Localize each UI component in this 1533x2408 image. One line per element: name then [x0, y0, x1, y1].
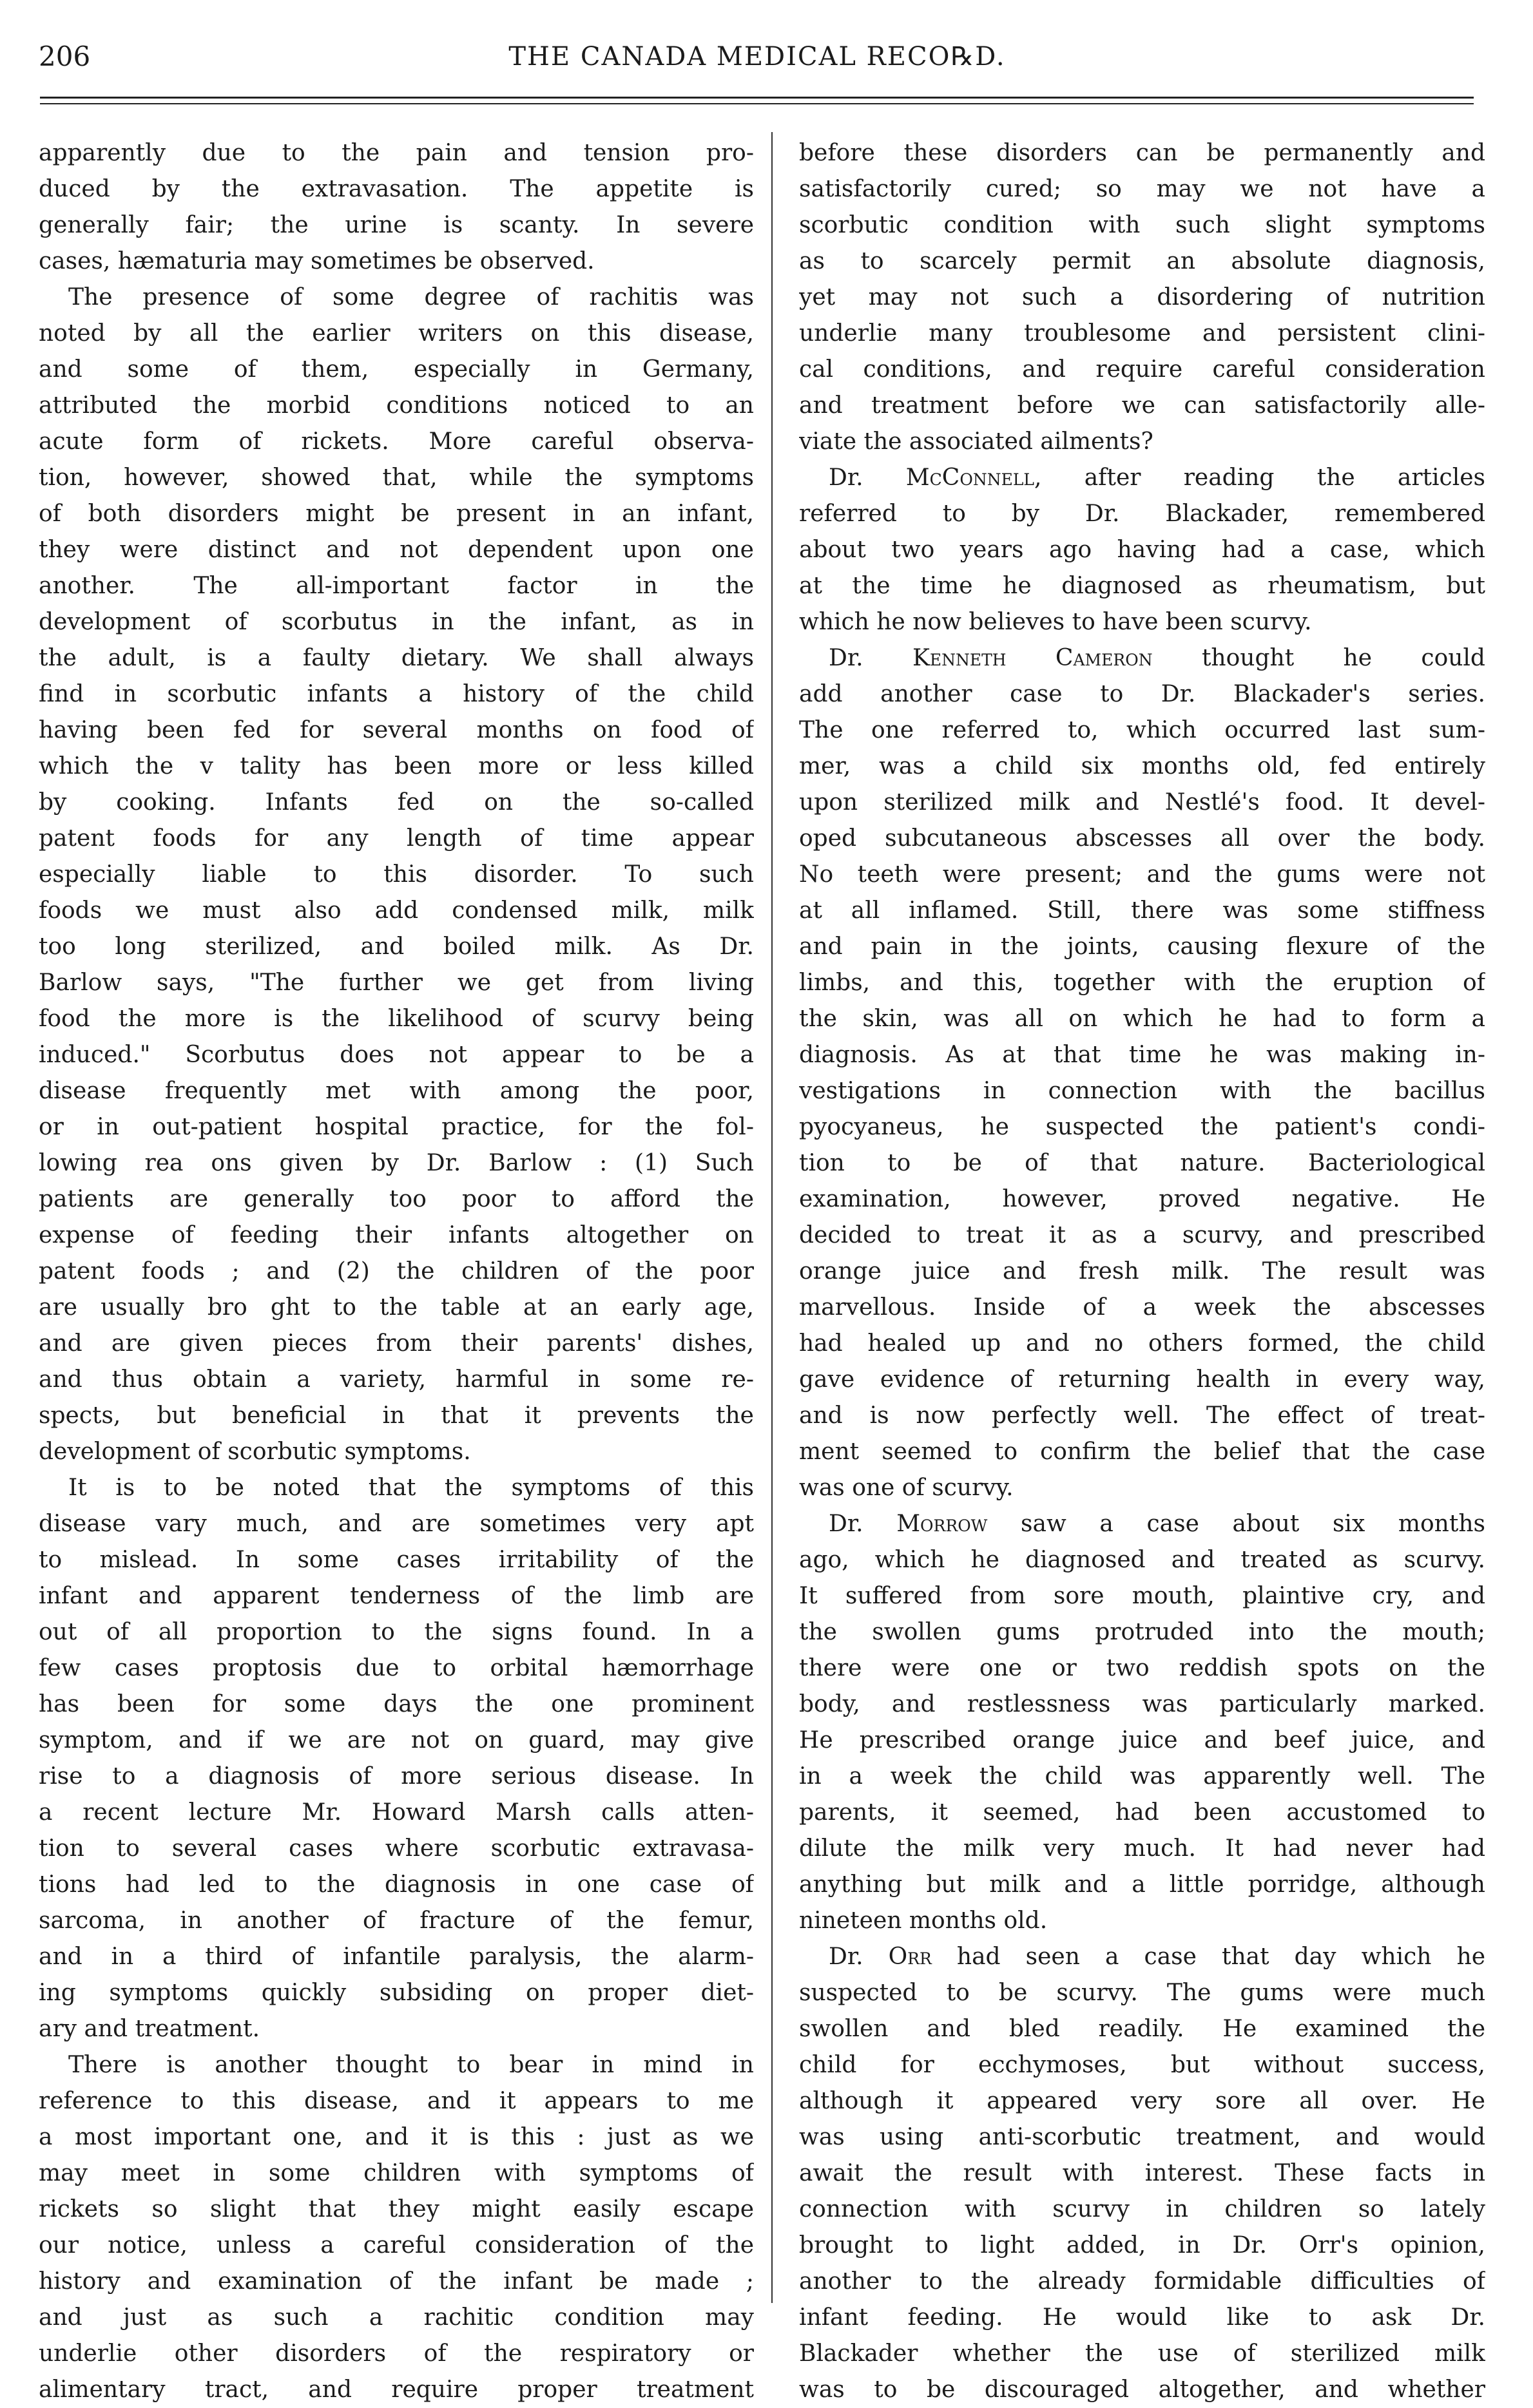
text-segment: nineteen months old. [799, 1907, 1048, 1934]
text-line: It is to be noted that the symptoms of this [68, 1475, 754, 1501]
text-segment: connection with scurvy in children so lately [799, 2196, 1485, 2222]
text-line: tion to several cases where scorbutic extravasa- [39, 1835, 754, 1862]
text-line [799, 460, 1485, 496]
text-segment: about two years ago having had a case, which [799, 537, 1485, 563]
text-segment: The one referred to, which occurred last sum- [799, 717, 1485, 743]
text-line [799, 1434, 1485, 1470]
text-line [799, 1759, 1485, 1795]
text-segment: body, and restlessness was particularly marked. [799, 1691, 1485, 1717]
text-line [799, 1290, 1485, 1326]
text-line: which the v tality has been more or less killed [39, 753, 754, 779]
text-line [799, 280, 1485, 316]
text-line [799, 676, 1485, 712]
text-segment: saw a case about six months [987, 1511, 1485, 1537]
text-line: alimentary tract, and require proper treatment [39, 2376, 754, 2403]
text-line [799, 1073, 1485, 1109]
speaker-name: Kenneth Cameron [912, 645, 1153, 671]
text-segment: limbs, and this, together with the eruption of [799, 970, 1485, 996]
text-line: patients are generally too poor to afford the [39, 1186, 754, 1212]
text-segment: Blackader whether the use of sterilized milk [799, 2340, 1485, 2367]
text-segment: examination, however, proved negative. He [799, 1186, 1485, 1212]
text-line [799, 1218, 1485, 1254]
text-segment: was one of scurvy. [799, 1475, 1014, 1501]
text-segment: referred to by Dr. Blackader, remembered [799, 501, 1485, 527]
text-line: disease vary much, and are sometimes very apt [39, 1511, 754, 1537]
text-line: ing symptoms quickly subsiding on proper diet- [39, 1980, 754, 2006]
text-segment: and is now perfectly well. The effect of treat- [799, 1402, 1485, 1429]
text-line: There is another thought to bear in mind in [68, 2052, 754, 2078]
text-line: underlie other disorders of the respiratory or [39, 2340, 754, 2367]
text-line: spects, but beneficial in that it prevents the [39, 1402, 754, 1429]
text-segment: there were one or two reddish spots on the [799, 1655, 1485, 1681]
text-line [799, 1037, 1485, 1073]
text-segment: in a week the child was apparently well. The [799, 1763, 1485, 1790]
text-line [799, 2011, 1485, 2047]
text-line: a recent lecture Mr. Howard Marsh calls atten- [39, 1799, 754, 1826]
text-line: of both disorders might be present in an infant, [39, 501, 754, 527]
text-line: by cooking. Infants fed on the so-called [39, 789, 754, 816]
text-segment: had healed up and no others formed, the child [799, 1330, 1485, 1357]
text-line [799, 171, 1485, 207]
text-segment: and pain in the joints, causing flexure of the [799, 933, 1485, 960]
speaker-name: McConnell [905, 464, 1035, 491]
text-segment: another to the already formidable difficulties of [799, 2268, 1485, 2295]
text-line [799, 712, 1485, 749]
text-segment: cal conditions, and require careful consideration [799, 356, 1485, 383]
text-line [799, 1145, 1485, 1181]
header-rule-top [40, 97, 1474, 99]
text-line: a most important one, and it is this : just as we [39, 2124, 754, 2150]
text-segment: suspected to be scurvy. The gums were much [799, 1980, 1485, 2006]
text-line [799, 640, 1485, 676]
left-column [39, 135, 754, 2408]
text-line: having been fed for several months on food of [39, 717, 754, 743]
text-segment: add another case to Dr. Blackader's series. [799, 681, 1485, 707]
text-segment: infant feeding. He would like to ask Dr. [799, 2304, 1485, 2331]
text-segment: pyocyaneus, he suspected the patient's condi- [799, 1114, 1485, 1140]
text-line: duced by the extravasation. The appetite is [39, 176, 754, 202]
text-line: food the more is the likelihood of scurvy being [39, 1006, 754, 1032]
text-line: few cases proptosis due to orbital hæmorrhage [39, 1655, 754, 1681]
text-segment: thought he could [1152, 645, 1485, 671]
text-segment: although it appeared very sore all over. He [799, 2088, 1485, 2114]
text-line [799, 244, 1485, 280]
text-line: rickets so slight that they might easily escape [39, 2196, 754, 2222]
text-segment: the swollen gums protruded into the mouth; [799, 1619, 1485, 1645]
text-line [799, 2372, 1485, 2408]
text-line: patent foods for any length of time appear [39, 825, 754, 852]
text-line [799, 207, 1485, 244]
text-line: cases, hæmaturia may sometimes be observed. [39, 248, 595, 274]
text-line: acute form of rickets. More careful observa- [39, 428, 754, 455]
text-segment: , after reading the articles [1034, 464, 1485, 491]
text-line: Barlow says, "The further we get from living [39, 970, 754, 996]
text-line [799, 1001, 1485, 1037]
text-line: find in scorbutic infants a history of the child [39, 681, 754, 707]
text-line: disease frequently met with among the poor, [39, 1078, 754, 1104]
right-column [799, 135, 1485, 2408]
text-segment: gave evidence of returning health in every way, [799, 1366, 1485, 1393]
text-line [799, 1254, 1485, 1290]
text-line [799, 568, 1485, 604]
text-line: expense of feeding their infants altogether on [39, 1222, 754, 1248]
text-line [799, 316, 1485, 352]
text-line: induced." Scorbutus does not appear to be a [39, 1042, 754, 1068]
text-segment: tion to be of that nature. Bacteriological [799, 1150, 1485, 1176]
text-line [799, 1326, 1485, 1362]
text-line [799, 2083, 1485, 2119]
text-segment: was to be discouraged altogether, and whether [799, 2376, 1485, 2403]
text-line: lowing rea ons given by Dr. Barlow : (1) Such [39, 1150, 754, 1176]
text-segment: and treatment before we can satisfactorily alle- [799, 392, 1485, 419]
text-segment: ment seemed to confirm the belief that the case [799, 1438, 1485, 1465]
text-line [799, 604, 1485, 640]
column-divider [771, 132, 773, 2303]
running-head: THE CANADA MEDICAL RECO℞D. [508, 42, 1006, 72]
text-line: may meet in some children with symptoms of [39, 2160, 754, 2186]
text-segment: dilute the milk very much. It had never had [799, 1835, 1485, 1862]
text-line: another. The all-important factor in the [39, 573, 754, 599]
text-line: and thus obtain a variety, harmful in some re- [39, 1366, 754, 1393]
text-segment: brought to light added, in Dr. Orr's opinion, [799, 2232, 1485, 2259]
text-line [799, 1614, 1485, 1650]
text-line [799, 135, 1485, 171]
text-line [799, 1109, 1485, 1145]
text-segment: He prescribed orange juice and beef juice, and [799, 1727, 1485, 1753]
text-segment: mer, was a child six months old, fed entirely [799, 753, 1485, 779]
text-line [799, 1687, 1485, 1723]
text-line: and just as such a rachitic condition may [39, 2304, 754, 2331]
text-segment: at all inflamed. Still, there was some stiffness [799, 897, 1485, 924]
text-segment: which he now believes to have been scurvy. [799, 609, 1312, 635]
text-line: patent foods ; and (2) the children of the poor [39, 1258, 754, 1285]
text-line: attributed the morbid conditions noticed to an [39, 392, 754, 419]
text-line: rise to a diagnosis of more serious disease. In [39, 1763, 754, 1790]
text-segment: had seen a case that day which he [931, 1944, 1485, 1970]
text-line: apparently due to the pain and tension pro- [39, 140, 754, 166]
text-line [799, 2300, 1485, 2336]
text-line [799, 1867, 1485, 1903]
text-segment: decided to treat it as a scurvy, and prescribed [799, 1222, 1485, 1248]
text-line: and some of them, especially in Germany, [39, 356, 754, 383]
text-line [799, 2336, 1485, 2372]
text-segment: viate the associated ailments? [799, 428, 1153, 455]
text-line [799, 1398, 1485, 1434]
text-line [799, 1470, 1485, 1506]
text-line [799, 1181, 1485, 1218]
text-line: history and examination of the infant be made ; [39, 2268, 754, 2295]
text-line [799, 1542, 1485, 1578]
text-line: reference to this disease, and it appears to me [39, 2088, 754, 2114]
text-line [799, 2047, 1485, 2083]
text-line [799, 424, 1485, 460]
text-segment: parents, it seemed, had been accustomed to [799, 1799, 1485, 1826]
text-line [799, 749, 1485, 785]
text-line: too long sterilized, and boiled milk. As Dr. [39, 933, 754, 960]
text-segment: at the time he diagnosed as rheumatism, but [799, 573, 1485, 599]
text-line: our notice, unless a careful consideration of the [39, 2232, 754, 2259]
text-segment: underlie many troublesome and persistent clini- [799, 320, 1485, 347]
text-line [799, 821, 1485, 857]
page-number: 206 [39, 41, 91, 72]
text-line [799, 1362, 1485, 1398]
page-header [39, 40, 1476, 79]
text-line: development of scorbutus in the infant, as in [39, 609, 754, 635]
text-line: and in a third of infantile paralysis, the alarm- [39, 1944, 754, 1970]
text-segment: child for ecchymoses, but without success, [799, 2052, 1485, 2078]
text-line [799, 1975, 1485, 2011]
text-line [799, 532, 1485, 568]
text-line: tions had led to the diagnosis in one case of [39, 1871, 754, 1898]
text-line: are usually bro ght to the table at an early age, [39, 1294, 754, 1321]
text-line [799, 1831, 1485, 1867]
text-line [799, 1939, 1485, 1975]
text-line: they were distinct and not dependent upon one [39, 537, 754, 563]
text-line: The presence of some degree of rachitis was [68, 284, 754, 311]
text-line [799, 1578, 1485, 1614]
text-line: to mislead. In some cases irritability of the [39, 1547, 754, 1573]
text-segment: satisfactorily cured; so may we not have a [799, 176, 1485, 202]
text-line: out of all proportion to the signs found. In a [39, 1619, 754, 1645]
text-segment: upon sterilized milk and Nestlé's food. It devel- [799, 789, 1485, 816]
text-line: and are given pieces from their parents' dishes, [39, 1330, 754, 1357]
text-segment: yet may not such a disordering of nutrition [799, 284, 1485, 311]
text-line [799, 1903, 1485, 1939]
text-line [799, 785, 1485, 821]
text-line: has been for some days the one prominent [39, 1691, 754, 1717]
text-line [799, 2155, 1485, 2192]
text-segment: diagnosis. As at that time he was making in- [799, 1042, 1485, 1068]
text-segment: Dr. [829, 1944, 889, 1970]
text-line: infant and apparent tenderness of the limb are [39, 1583, 754, 1609]
text-line [799, 388, 1485, 424]
text-segment: the skin, was all on which he had to form a [799, 1006, 1485, 1032]
speaker-name: Orr [888, 1944, 932, 1970]
text-segment: was using anti-scorbutic treatment, and would [799, 2124, 1485, 2150]
text-segment: ago, which he diagnosed and treated as scurvy. [799, 1547, 1485, 1573]
text-line: tion, however, showed that, while the symptoms [39, 464, 754, 491]
text-segment: anything but milk and a little porridge, although [799, 1871, 1485, 1898]
text-segment: It suffered from sore mouth, plaintive cry, and [799, 1583, 1485, 1609]
text-line [799, 352, 1485, 388]
text-line [799, 893, 1485, 929]
text-line: the adult, is a faulty dietary. We shall always [39, 645, 754, 671]
header-rule-bottom [40, 103, 1474, 104]
speaker-name: Morrow [896, 1511, 988, 1537]
text-line [799, 1506, 1485, 1542]
text-line [799, 2228, 1485, 2264]
text-line [799, 965, 1485, 1001]
text-line: ary and treatment. [39, 2016, 260, 2042]
text-segment: swollen and bled readily. He examined the [799, 2016, 1485, 2042]
text-segment: No teeth were present; and the gums were not [799, 861, 1485, 888]
text-line: symptom, and if we are not on guard, may give [39, 1727, 754, 1753]
text-line [799, 496, 1485, 532]
text-line: especially liable to this disorder. To such [39, 861, 754, 888]
text-line: or in out-patient hospital practice, for the fol- [39, 1114, 754, 1140]
text-segment: Dr. [829, 464, 906, 491]
text-line [799, 2192, 1485, 2228]
text-segment: before these disorders can be permanently and [799, 140, 1485, 166]
text-line [799, 1723, 1485, 1759]
text-line [799, 1650, 1485, 1687]
text-segment: vestigations in connection with the bacillus [799, 1078, 1485, 1104]
text-line [799, 1795, 1485, 1831]
text-segment: await the result with interest. These facts in [799, 2160, 1485, 2186]
text-line: generally fair; the urine is scanty. In severe [39, 212, 754, 238]
text-line [799, 929, 1485, 965]
text-segment: as to scarcely permit an absolute diagnosis, [799, 248, 1485, 274]
text-segment: Dr. [829, 1511, 897, 1537]
text-line: foods we must also add condensed milk, milk [39, 897, 754, 924]
text-line [799, 2119, 1485, 2155]
text-segment: oped subcutaneous abscesses all over the body. [799, 825, 1485, 852]
text-segment: orange juice and fresh milk. The result was [799, 1258, 1485, 1285]
text-segment: scorbutic condition with such slight symptoms [799, 212, 1485, 238]
text-line: noted by all the earlier writers on this disease, [39, 320, 754, 347]
text-line [799, 857, 1485, 893]
text-segment: marvellous. Inside of a week the abscesses [799, 1294, 1485, 1321]
text-segment: Dr. [829, 645, 912, 671]
text-line: development of scorbutic symptoms. [39, 1438, 471, 1465]
text-line: sarcoma, in another of fracture of the femur, [39, 1907, 754, 1934]
text-line [799, 2264, 1485, 2300]
